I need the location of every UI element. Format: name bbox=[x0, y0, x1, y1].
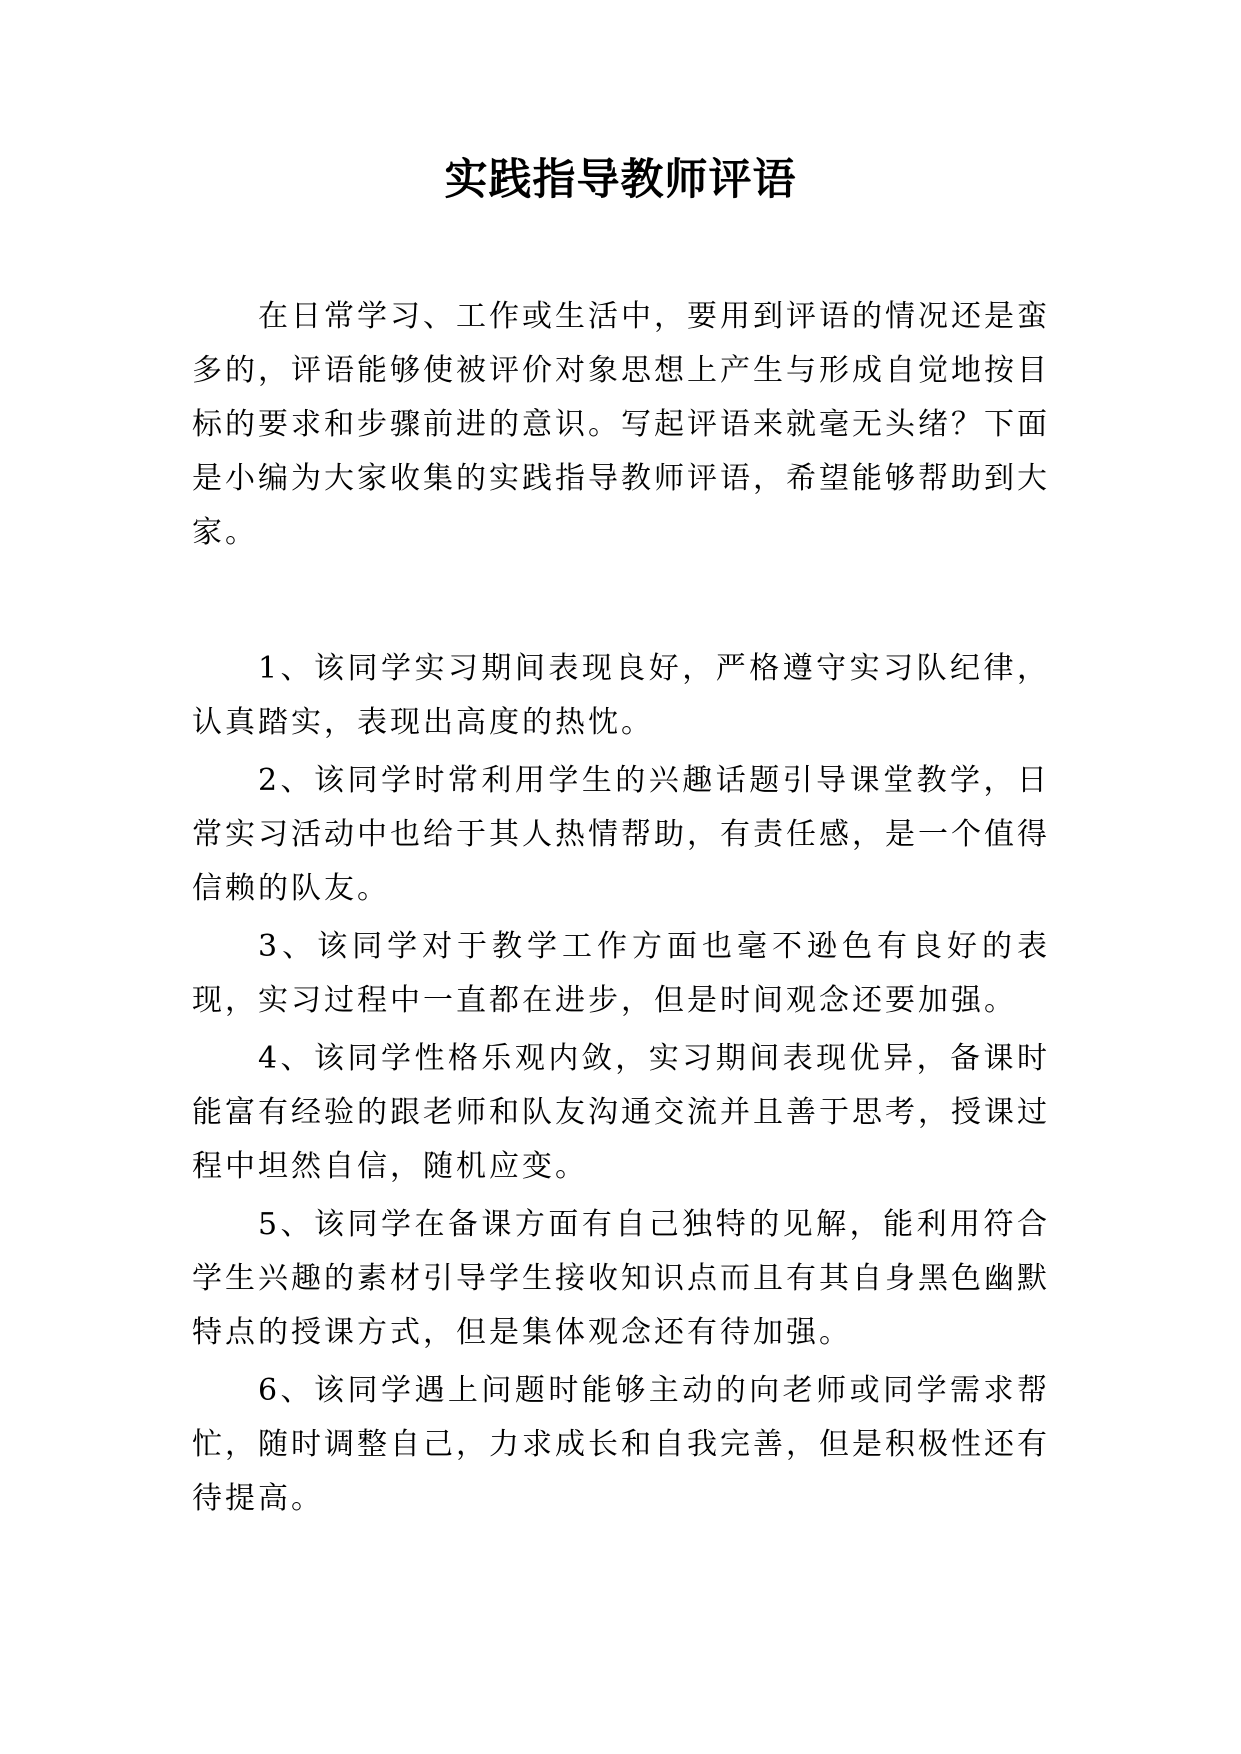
comment-item-5: 5、该同学在备课方面有自己独特的见解，能利用符合学生兴趣的素材引导学生接收知识点而且有其自身黑色幽默特点的授课方式，但是集体观念还有待加强。 bbox=[192, 1207, 1050, 1350]
intro-paragraph: 在日常学习、工作或生活中，要用到评语的情况还是蛮多的，评语能够使被评价对象思想上产生与形成自觉地按目标的要求和步骤前进的意识。写起评语来就毫无头绪？下面是小编为大家收集的实践指导教师评语，希望能够帮助到大家。 bbox=[192, 299, 1050, 550]
comment-item-3: 3、该同学对于教学工作方面也毫不逊色有良好的表现，实习过程中一直都在进步，但是时间观念还要加强。 bbox=[192, 929, 1050, 1018]
comment-item-4: 4、该同学性格乐观内敛，实习期间表现优异，备课时能富有经验的跟老师和队友沟通交流并且善于思考，授课过程中坦然自信，随机应变。 bbox=[192, 1041, 1050, 1184]
document-body bbox=[192, 290, 1050, 1526]
comment-item-1: 1、该同学实习期间表现良好，严格遵守实习队纪律，认真踏实，表现出高度的热忱。 bbox=[192, 651, 1050, 740]
comment-item-2: 2、该同学时常利用学生的兴趣话题引导课堂教学，日常实习活动中也给于其人热情帮助，有责任感，是一个值得信赖的队友。 bbox=[192, 763, 1050, 906]
document-title: 实践指导教师评语 bbox=[444, 155, 797, 205]
comment-item-6: 6、该同学遇上问题时能够主动的向老师或同学需求帮忙，随时调整自己，力求成长和自我完善，但是积极性还有待提高。 bbox=[192, 1373, 1050, 1516]
